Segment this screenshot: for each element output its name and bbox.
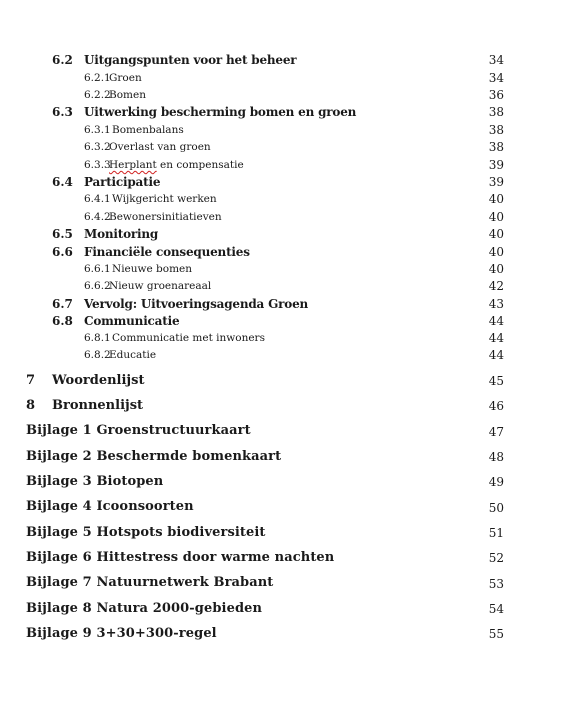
toc-page-number: 44 bbox=[488, 314, 504, 328]
toc-title: Participatie bbox=[84, 175, 161, 189]
toc-page-number: 52 bbox=[488, 551, 504, 565]
toc-title: Educatie bbox=[109, 349, 157, 361]
toc-title: Nieuwe bomen bbox=[112, 263, 193, 275]
toc-title: Bijlage 1 Groenstructuurkaart bbox=[26, 423, 251, 438]
toc-number: 6.6.1 bbox=[84, 263, 111, 275]
spellcheck-underlined-word[interactable]: Herplant bbox=[109, 159, 157, 171]
toc-page-number: 45 bbox=[488, 374, 504, 388]
toc-page-number: 44 bbox=[488, 331, 504, 345]
toc-title: Bijlage 4 Icoonsoorten bbox=[26, 499, 194, 514]
toc-entry-bijlage-4[interactable] bbox=[0, 498, 570, 516]
toc-title: Communicatie bbox=[84, 314, 180, 328]
toc-page-number: 55 bbox=[488, 627, 504, 641]
toc-entry-6-6-2[interactable] bbox=[0, 277, 570, 295]
toc-page-number: 40 bbox=[488, 227, 504, 241]
toc-title: Uitwerking bescherming bomen en groen bbox=[84, 105, 357, 119]
toc-title: Bronnenlijst bbox=[52, 398, 144, 413]
toc-entry-6-3[interactable] bbox=[0, 103, 570, 121]
toc-title: Bomenbalans bbox=[112, 124, 184, 136]
toc-title: Monitoring bbox=[84, 227, 159, 241]
toc-title: Woordenlijst bbox=[52, 373, 145, 388]
toc-number: 7 bbox=[26, 373, 36, 388]
toc-page-number: 38 bbox=[488, 140, 504, 154]
toc-page-number: 34 bbox=[488, 71, 504, 85]
toc-title: Wijkgericht werken bbox=[112, 193, 217, 205]
toc-entry-6-4-2[interactable] bbox=[0, 208, 570, 226]
toc-page-number: 34 bbox=[488, 53, 504, 67]
toc-entry-6-3-2[interactable] bbox=[0, 138, 570, 156]
toc-page-number: 40 bbox=[488, 262, 504, 276]
toc-title: Bewonersinitiatieven bbox=[109, 211, 222, 223]
toc-number: 6.8 bbox=[52, 314, 73, 328]
toc-entry-6-2-2[interactable] bbox=[0, 86, 570, 104]
toc-entry-6-2-1[interactable] bbox=[0, 69, 570, 87]
toc-page-number: 40 bbox=[488, 245, 504, 259]
toc-entry-6-2[interactable] bbox=[0, 51, 570, 69]
toc-page-number: 48 bbox=[488, 450, 504, 464]
toc-number: 6.4 bbox=[52, 175, 73, 189]
toc-entry-8[interactable] bbox=[0, 397, 570, 415]
toc-page-number: 53 bbox=[488, 577, 504, 591]
toc-entry-6-3-1[interactable] bbox=[0, 121, 570, 139]
toc-page-number: 38 bbox=[488, 105, 504, 119]
toc-number: 6.3.3 bbox=[84, 159, 111, 171]
toc-entry-bijlage-1[interactable] bbox=[0, 422, 570, 440]
toc-entry-6-4[interactable] bbox=[0, 173, 570, 191]
toc-title: Vervolg: Uitvoeringsagenda Groen bbox=[84, 297, 309, 311]
toc-page-number: 51 bbox=[488, 526, 504, 540]
toc-page-number: 44 bbox=[488, 348, 504, 362]
toc-page-number: 42 bbox=[488, 279, 504, 293]
toc-number: 6.6 bbox=[52, 245, 73, 259]
toc-page-number: 39 bbox=[488, 175, 504, 189]
toc-page-number: 54 bbox=[488, 602, 504, 616]
toc-entry-6-6[interactable] bbox=[0, 243, 570, 261]
toc-title: Bijlage 5 Hotspots biodiversiteit bbox=[26, 525, 266, 540]
toc-page-number: 38 bbox=[488, 123, 504, 137]
toc-page-number: 40 bbox=[488, 192, 504, 206]
toc-title: Overlast van groen bbox=[109, 141, 211, 153]
toc-title: Uitgangspunten voor het beheer bbox=[84, 53, 297, 67]
toc-page-number: 36 bbox=[488, 88, 504, 102]
toc-entry-bijlage-3[interactable] bbox=[0, 473, 570, 491]
toc-entry-6-8[interactable] bbox=[0, 312, 570, 330]
toc-title: Bijlage 6 Hittestress door warme nachten bbox=[26, 550, 335, 565]
toc-number: 6.4.2 bbox=[84, 211, 111, 223]
toc-title: Financiële consequenties bbox=[84, 245, 250, 259]
toc-entry-bijlage-9[interactable] bbox=[0, 625, 570, 643]
toc-entry-bijlage-7[interactable] bbox=[0, 574, 570, 592]
toc-entry-6-8-1[interactable] bbox=[0, 329, 570, 347]
toc-number: 6.2 bbox=[52, 53, 73, 67]
toc-page-number: 39 bbox=[488, 158, 504, 172]
toc-entry-6-6-1[interactable] bbox=[0, 260, 570, 278]
toc-number: 8 bbox=[26, 398, 36, 413]
toc-entry-6-8-2[interactable] bbox=[0, 346, 570, 364]
toc-number: 6.2.2 bbox=[84, 89, 111, 101]
toc-page-number: 47 bbox=[488, 425, 504, 439]
toc-title: Bijlage 9 3+30+300-regel bbox=[26, 626, 217, 641]
toc-entry-6-5[interactable] bbox=[0, 225, 570, 243]
toc-page-number: 50 bbox=[488, 501, 504, 515]
toc-title-rest: en compensatie bbox=[156, 159, 244, 171]
toc-entry-bijlage-5[interactable] bbox=[0, 524, 570, 542]
toc-number: 6.7 bbox=[52, 297, 73, 311]
toc-entry-6-4-1[interactable] bbox=[0, 190, 570, 208]
toc-entry-bijlage-6[interactable] bbox=[0, 549, 570, 567]
toc-number: 6.8.2 bbox=[84, 349, 111, 361]
toc-page-number: 40 bbox=[488, 210, 504, 224]
toc-title: Nieuw groenareaal bbox=[109, 280, 212, 292]
toc-page-number: 43 bbox=[488, 297, 504, 311]
toc-number: 6.4.1 bbox=[84, 193, 111, 205]
toc-number: 6.3.2 bbox=[84, 141, 111, 153]
toc-entry-bijlage-2[interactable] bbox=[0, 448, 570, 466]
toc-number: 6.5 bbox=[52, 227, 73, 241]
toc-title: Bijlage 8 Natura 2000-gebieden bbox=[26, 601, 263, 616]
toc-page-number: 49 bbox=[488, 475, 504, 489]
toc-number: 6.8.1 bbox=[84, 332, 111, 344]
toc-entry-bijlage-8[interactable] bbox=[0, 600, 570, 618]
toc-title: Bomen bbox=[109, 89, 146, 101]
toc-title: Groen bbox=[109, 72, 142, 84]
toc-number: 6.3.1 bbox=[84, 124, 111, 136]
toc-page-number: 46 bbox=[488, 399, 504, 413]
toc-number: 6.6.2 bbox=[84, 280, 111, 292]
toc-title bbox=[109, 156, 244, 174]
toc-title: Bijlage 2 Beschermde bomenkaart bbox=[26, 449, 282, 464]
toc-entry-6-3-3[interactable] bbox=[0, 156, 570, 174]
toc-title: Bijlage 7 Natuurnetwerk Brabant bbox=[26, 575, 274, 590]
toc-title: Bijlage 3 Biotopen bbox=[26, 474, 164, 489]
toc-number: 6.2.1 bbox=[84, 72, 111, 84]
toc-number: 6.3 bbox=[52, 105, 73, 119]
toc-entry-6-7[interactable] bbox=[0, 295, 570, 313]
toc-title: Communicatie met inwoners bbox=[112, 332, 265, 344]
toc-entry-7[interactable] bbox=[0, 372, 570, 390]
